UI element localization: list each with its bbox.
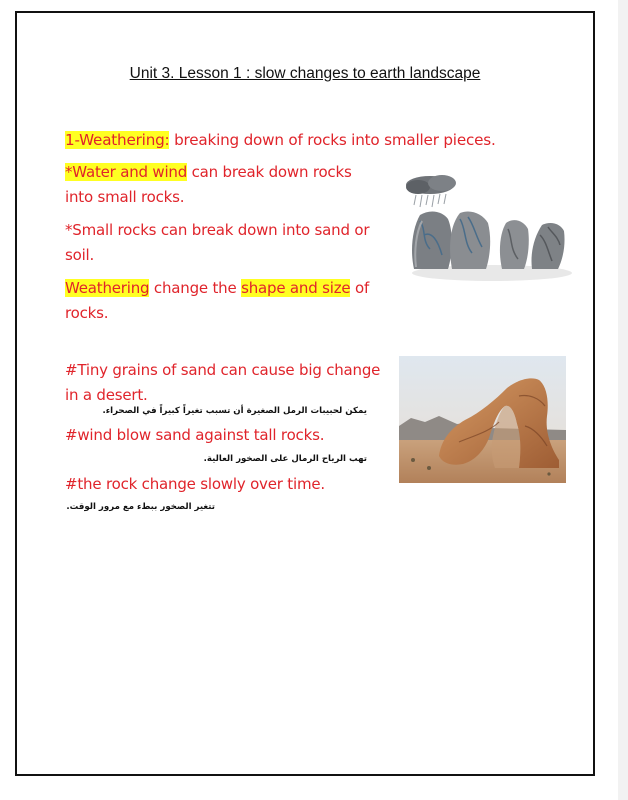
change-end-text: of	[350, 279, 370, 297]
wind-blow-line: #wind blow sand against tall rocks.	[65, 426, 325, 444]
weathering-def-text: breaking down of rocks into smaller pieces.	[169, 131, 496, 149]
water-wind-line2: into small rocks.	[65, 188, 185, 206]
weathering-change-line2: rocks.	[65, 304, 109, 322]
tiny-grains-arabic: يمكن لحبيبات الرمل الصغيرة أن تسبب تغيراً كبيراً في الصحراء.	[102, 406, 367, 416]
tiny-grains-line1: #Tiny grains of sand can cause big change	[65, 361, 381, 379]
weathering-highlight: Weathering	[65, 279, 150, 297]
water-wind-rest: can break down rocks	[187, 163, 352, 181]
wind-blow-arabic: تهب الرياح الرمال على الصخور العالية.	[203, 454, 367, 464]
weathering-change-line1	[65, 276, 369, 300]
rock-change-arabic: تتغير الصخور ببطء مع مرور الوقت.	[66, 502, 215, 512]
weathering-label: 1-Weathering:	[65, 131, 170, 149]
water-wind-line1	[65, 160, 352, 184]
rock-change-line: #the rock change slowly over time.	[65, 475, 325, 493]
desert-rock-arch-image	[399, 356, 566, 483]
weathered-rocks-image	[402, 171, 582, 283]
shape-size-highlight: shape and size	[241, 279, 351, 297]
weathering-definition	[65, 128, 496, 152]
document-page	[15, 11, 595, 776]
small-rocks-line1: *Small rocks can break down into sand or	[65, 221, 370, 239]
change-mid-text: change the	[149, 279, 242, 297]
water-wind-highlight: *Water and wind	[65, 163, 188, 181]
scrollbar-track[interactable]	[618, 0, 628, 800]
tiny-grains-line2: in a desert.	[65, 386, 148, 404]
small-rocks-line2: soil.	[65, 246, 95, 264]
rain-cloud-icon	[406, 175, 456, 207]
page-title: Unit 3. Lesson 1 : slow changes to earth landscape	[129, 65, 481, 82]
